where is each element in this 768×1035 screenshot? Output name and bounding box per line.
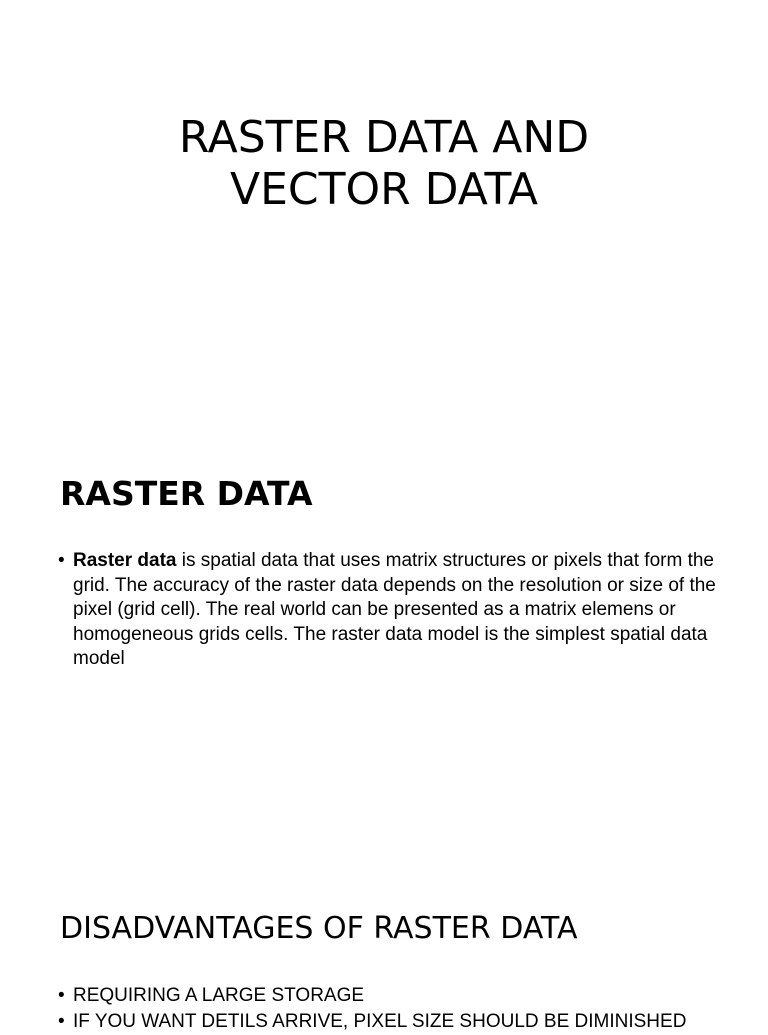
title-line-2: VECTOR DATA bbox=[229, 164, 539, 215]
bullet-text: REQUIRING A LARGE STORAGE bbox=[73, 985, 365, 1006]
slide-heading: DISADVANTAGES OF RASTER DATA bbox=[60, 911, 578, 946]
presentation-title bbox=[0, 112, 768, 216]
bullet-marker: • bbox=[58, 985, 65, 1006]
bullet-text: IF YOU WANT DETILS ARRIVE, PIXEL SIZE SHOULD BE DIMINISHED bbox=[73, 1011, 687, 1032]
title-line-1: RASTER DATA AND bbox=[178, 112, 590, 163]
bullet-text: is spatial data that uses matrix structures or pixels that form the grid. The accuracy of the raster data depends on the resolution or size of the pixel (grid cell). The real world can be presented as a matrix elemens or homogeneous grids cells. The raster data model is the simplest spatial data model bbox=[73, 550, 716, 669]
raster-data-slide bbox=[0, 430, 768, 730]
bullet-list bbox=[58, 983, 718, 1035]
bullet-list bbox=[58, 549, 718, 672]
bullet-item bbox=[58, 983, 718, 1009]
bullet-marker: • bbox=[58, 1011, 65, 1032]
bullet-term: Raster data bbox=[73, 550, 177, 571]
title-slide bbox=[0, 0, 768, 300]
bullet-item bbox=[58, 549, 718, 672]
disadvantages-slide bbox=[0, 860, 768, 1032]
slide-heading: RASTER DATA bbox=[60, 474, 313, 513]
bullet-marker: • bbox=[58, 550, 65, 571]
bullet-item bbox=[58, 1009, 718, 1035]
